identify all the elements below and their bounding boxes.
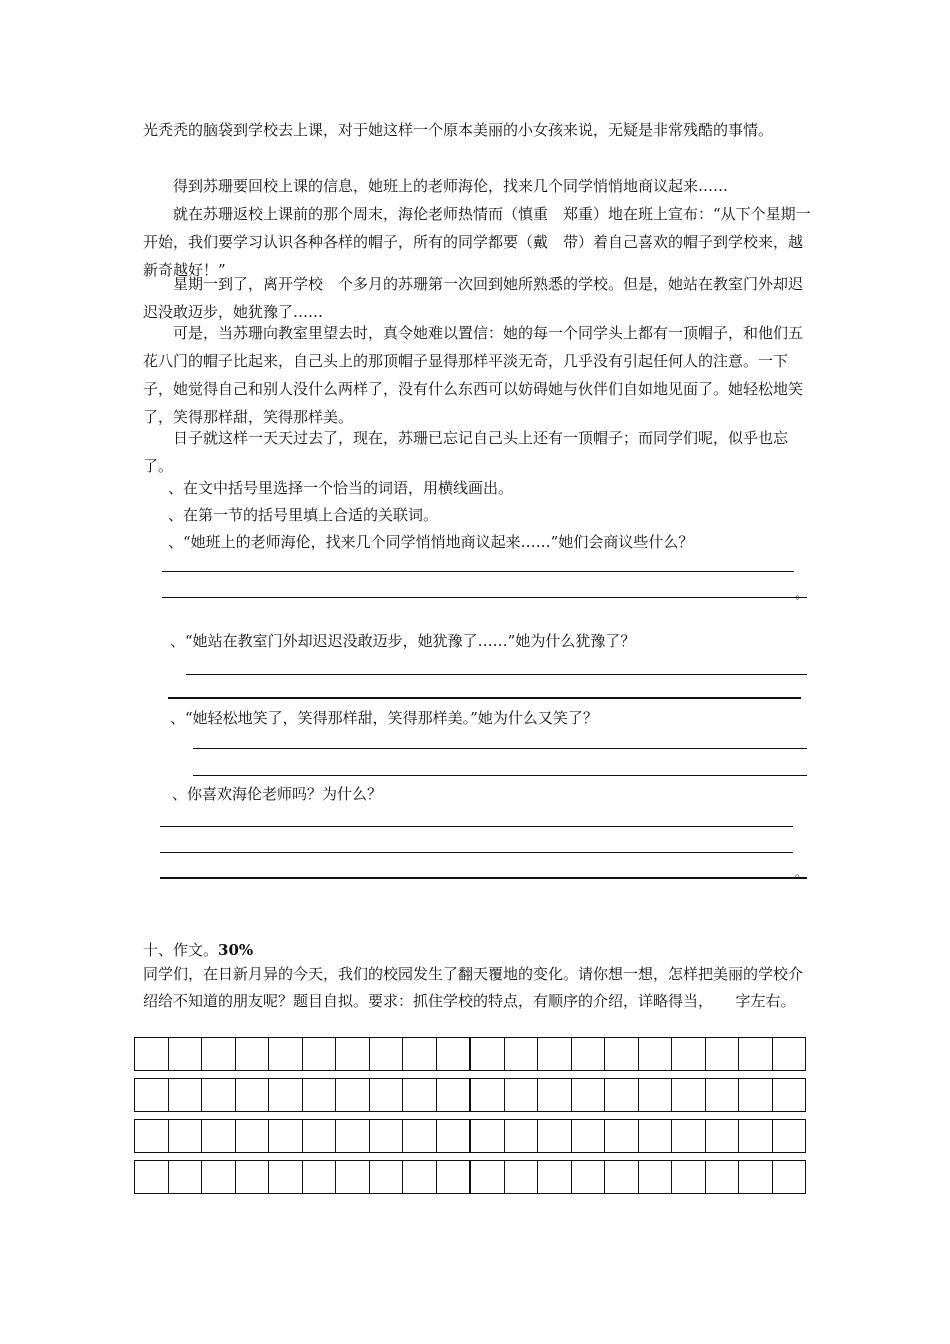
grid-cell[interactable]: [235, 1119, 269, 1153]
grid-cell[interactable]: [436, 1119, 470, 1153]
composition-heading: [143, 940, 253, 960]
grid-cell[interactable]: [335, 1119, 369, 1153]
grid-cell[interactable]: [571, 1037, 605, 1071]
question-6: 、你喜欢海伦老师吗？为什么？: [172, 785, 383, 803]
grid-cell[interactable]: [134, 1078, 168, 1112]
grid-cell[interactable]: [504, 1160, 538, 1194]
grid-cell[interactable]: [268, 1119, 302, 1153]
grid-cell[interactable]: [369, 1037, 403, 1071]
grid-cell[interactable]: [134, 1037, 168, 1071]
grid-cell[interactable]: [235, 1078, 269, 1112]
grid-cell[interactable]: [537, 1037, 571, 1071]
grid-cell[interactable]: [469, 1160, 504, 1194]
grid-cell[interactable]: [537, 1119, 571, 1153]
grid-cell[interactable]: [201, 1160, 235, 1194]
grid-cell[interactable]: [201, 1078, 235, 1112]
grid-cell[interactable]: [671, 1119, 705, 1153]
passage-paragraph-weekend: 就在苏珊返校上课前的那个周末，海伦老师热情而（慎重 郑重）地在班上宣布：“从下个星期一开始，我们要学习认识各种各样的帽子，所有的同学都要（戴 带）着自己喜欢的帽子到学校来，越新奇越好！”: [143, 205, 811, 279]
grid-cell[interactable]: [335, 1037, 369, 1071]
writing-grid-row[interactable]: [134, 1037, 806, 1071]
grid-cell[interactable]: [772, 1119, 807, 1153]
grid-cell[interactable]: [705, 1078, 739, 1112]
grid-cell[interactable]: [369, 1078, 403, 1112]
composition-prompt: 同学们，在日新月异的今天，我们的校园发生了翻天覆地的变化。请你想一想，怎样把美丽的学校介绍给不知道的朋友呢？题目自拟。要求：抓住学校的特点，有顺序的介绍，详略得当， 字左右。: [143, 965, 804, 1010]
composition-score: 30%: [218, 941, 254, 959]
grid-cell[interactable]: [436, 1078, 470, 1112]
grid-cell[interactable]: [738, 1119, 772, 1153]
question-5: 、“她轻松地笑了，笑得那样甜，笑得那样美。”她为什么又笑了？: [170, 709, 598, 727]
grid-cell[interactable]: [268, 1160, 302, 1194]
grid-cell[interactable]: [302, 1078, 336, 1112]
grid-cell[interactable]: [201, 1119, 235, 1153]
answer-period-q6: 。: [795, 866, 809, 881]
grid-cell[interactable]: [436, 1037, 470, 1071]
grid-cell[interactable]: [604, 1078, 638, 1112]
passage-paragraph-teacher: 得到苏珊要回校上课的信息，她班上的老师海伦，找来几个同学悄悄地商议起来……: [173, 177, 729, 195]
grid-cell[interactable]: [571, 1160, 605, 1194]
answer-line-q3-2[interactable]: [162, 597, 807, 598]
question-3: 、“她班上的老师海伦，找来几个同学悄悄地商议起来……”她们会商议些什么？: [168, 533, 694, 551]
grid-cell[interactable]: [638, 1037, 672, 1071]
grid-cell[interactable]: [402, 1119, 436, 1153]
grid-cell[interactable]: [738, 1037, 772, 1071]
answer-line-q6-2[interactable]: [160, 852, 793, 853]
grid-cell[interactable]: [469, 1078, 504, 1112]
answer-line-q6-1[interactable]: [160, 826, 793, 827]
grid-cell[interactable]: [469, 1037, 504, 1071]
grid-cell[interactable]: [772, 1160, 807, 1194]
grid-cell[interactable]: [268, 1037, 302, 1071]
answer-line-q3-1[interactable]: [162, 571, 794, 572]
grid-cell[interactable]: [705, 1160, 739, 1194]
answer-line-q4-2[interactable]: [168, 697, 801, 699]
grid-cell[interactable]: [168, 1078, 202, 1112]
grid-cell[interactable]: [705, 1037, 739, 1071]
grid-cell[interactable]: [469, 1119, 504, 1153]
grid-cell[interactable]: [772, 1078, 807, 1112]
grid-cell[interactable]: [134, 1119, 168, 1153]
grid-cell[interactable]: [738, 1160, 772, 1194]
grid-cell[interactable]: [302, 1119, 336, 1153]
grid-cell[interactable]: [705, 1119, 739, 1153]
grid-cell[interactable]: [134, 1160, 168, 1194]
grid-cell[interactable]: [268, 1078, 302, 1112]
grid-cell[interactable]: [302, 1037, 336, 1071]
grid-cell[interactable]: [604, 1160, 638, 1194]
answer-line-q6-3[interactable]: [160, 877, 807, 879]
grid-cell[interactable]: [168, 1037, 202, 1071]
grid-cell[interactable]: [302, 1160, 336, 1194]
grid-cell[interactable]: [537, 1160, 571, 1194]
grid-cell[interactable]: [402, 1037, 436, 1071]
grid-cell[interactable]: [772, 1037, 807, 1071]
grid-cell[interactable]: [335, 1160, 369, 1194]
grid-cell[interactable]: [168, 1119, 202, 1153]
grid-cell[interactable]: [402, 1078, 436, 1112]
grid-cell[interactable]: [235, 1160, 269, 1194]
grid-cell[interactable]: [335, 1078, 369, 1112]
writing-grid-row[interactable]: [134, 1078, 806, 1112]
passage-paragraph-days: 日子就这样一天天过去了，现在，苏珊已忘记自己头上还有一顶帽子；而同学们呢，似乎也忘了。: [143, 429, 789, 475]
grid-cell[interactable]: [235, 1037, 269, 1071]
grid-cell[interactable]: [436, 1160, 470, 1194]
writing-grid-row[interactable]: [134, 1119, 806, 1153]
grid-cell[interactable]: [369, 1160, 403, 1194]
answer-line-q5-2[interactable]: [193, 775, 807, 776]
grid-cell[interactable]: [738, 1078, 772, 1112]
answer-line-q5-1[interactable]: [193, 748, 807, 749]
grid-cell[interactable]: [604, 1119, 638, 1153]
grid-cell[interactable]: [537, 1078, 571, 1112]
grid-cell[interactable]: [168, 1160, 202, 1194]
grid-cell[interactable]: [369, 1119, 403, 1153]
grid-cell[interactable]: [638, 1160, 672, 1194]
grid-cell[interactable]: [638, 1078, 672, 1112]
answer-period-q3: 。: [795, 587, 809, 602]
grid-cell[interactable]: [571, 1119, 605, 1153]
passage-paragraph-intro: 光秃秃的脑袋到学校去上课，对于她这样一个原本美丽的小女孩来说，无疑是非常残酷的事情。: [143, 121, 774, 139]
grid-cell[interactable]: [201, 1037, 235, 1071]
grid-cell[interactable]: [671, 1037, 705, 1071]
passage-paragraph-monday: 星期一到了，离开学校 个多月的苏珊第一次回到她所熟悉的学校。但是，她站在教室门外却迟迟没敢迈步，她犹豫了……: [143, 275, 804, 321]
writing-grid-row[interactable]: [134, 1160, 806, 1194]
question-2: 、在第一节的括号里填上合适的关联词。: [168, 506, 439, 524]
grid-cell[interactable]: [402, 1160, 436, 1194]
composition-heading-text: 十、作文。: [143, 941, 219, 959]
grid-cell[interactable]: [671, 1160, 705, 1194]
grid-cell[interactable]: [504, 1037, 538, 1071]
passage-paragraph-classroom: 可是，当苏珊向教室里望去时，真令她难以置信：她的每一个同学头上都有一顶帽子，和他们五花八门的帽子比起来，自己头上的那顶帽子显得那样平淡无奇，几乎没有引起任何人的注意。一下子，她觉得自己和别人没什么两样了，没有什么东西可以妨碍她与伙伴们自如地见面了。她轻松地笑了，笑得那样甜，笑得那样美。: [143, 324, 804, 426]
answer-line-q4-1[interactable]: [186, 674, 807, 675]
grid-cell[interactable]: [604, 1037, 638, 1071]
grid-cell[interactable]: [504, 1078, 538, 1112]
question-4: 、“她站在教室门外却迟迟没敢迈步，她犹豫了……”她为什么犹豫了？: [170, 632, 636, 650]
grid-cell[interactable]: [638, 1119, 672, 1153]
grid-cell[interactable]: [671, 1078, 705, 1112]
question-1: 、在文中括号里选择一个恰当的词语，用横线画出。: [168, 479, 514, 497]
grid-cell[interactable]: [504, 1119, 538, 1153]
grid-cell[interactable]: [571, 1078, 605, 1112]
